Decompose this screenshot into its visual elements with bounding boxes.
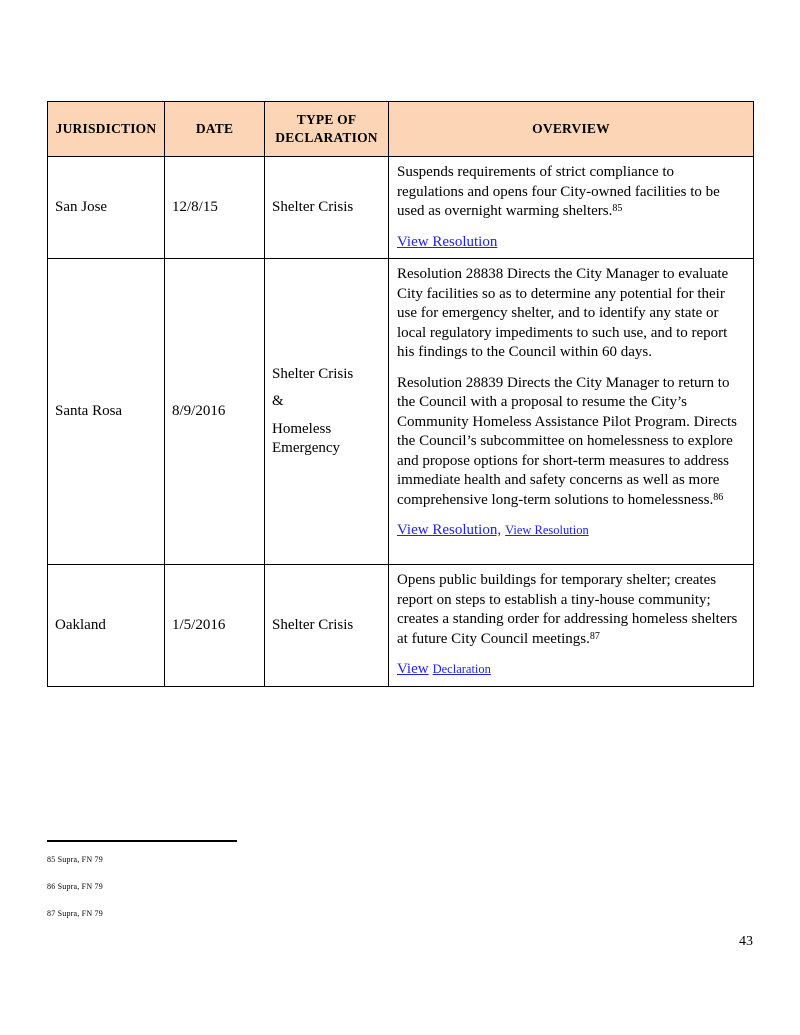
table-header-row [48,102,754,157]
date-cell: 8/9/2016 [165,259,265,565]
column-header-date: DATE [165,102,265,157]
link-line [397,233,744,253]
table-row-san-jose [48,157,754,259]
type-of-declaration-cell [265,565,389,687]
jurisdiction-cell: Oakland [48,565,165,687]
view-declaration-link[interactable]: View Declaration [397,661,491,677]
footnote-ref: 86 [713,491,724,503]
footnote: 86 Supra, FN 79 [47,882,103,891]
page-number: 43 [739,934,753,949]
declarations-table [47,101,754,687]
overview-paragraph: Resolution 28838 Directs the City Manager to evaluate City facilities so as to determine any potential for their use for emergency shelter, and to identify any state or local regulatory impediments to such use, and to report his findings to the Council within 60 days. [397,266,729,360]
column-header-type-of-declaration: TYPE OF DECLARATION [265,102,389,157]
view-resolution-link[interactable]: View Resolution, [397,522,502,538]
jurisdiction-cell: Santa Rosa [48,259,165,565]
footnote: 87 Supra, FN 79 [47,909,103,918]
jurisdiction-cell: San Jose [48,157,165,259]
overview-paragraph: Resolution 28839 Directs the City Manager to return to the Council with a proposal to resume the City’s Community Homeless Assistance Pilot Program. Directs the Council’s subcommittee on homelessness to explore and propose options for short-term measures to address immediate health and safety concerns as well as more comprehensive long-term solutions to homelessness.$^{86}$ [397,374,737,508]
column-header-overview: OVERVIEW [389,102,754,157]
footnote-ref: 85 [612,203,623,214]
link-line [397,521,744,541]
view-resolution-link[interactable]: View Resolution [397,233,498,250]
date-cell: 1/5/2016 [165,565,265,687]
overview-paragraph: Opens public buildings for temporary shelter; creates report on steps to establish a tiny-house community; creates a standing order for addressing homeless shelters at future City Council meetings.$^{87}$ [397,572,738,647]
type-line: Homeless Emergency [272,420,341,456]
date-cell: 12/8/15 [165,157,265,259]
overview-cell [389,259,754,565]
type-line: Shelter Crisis [272,365,354,382]
footnote-ref: 87 [589,630,600,642]
link-line [397,660,744,680]
view-resolution-link-2[interactable]: View Resolution [505,523,589,537]
table-row-santa-rosa [48,259,754,565]
type-line: Shelter Crisis [272,198,354,215]
type-line: Shelter Crisis [272,616,354,633]
column-header-jurisdiction: JURISDICTION [48,102,165,157]
table-row-oakland [48,565,754,687]
type-line: & [272,393,284,409]
type-of-declaration-cell [265,259,389,565]
footnote: 85 Supra, FN 79 [47,855,103,864]
overview-cell [389,157,754,259]
overview-cell [389,565,754,687]
overview-paragraph: Suspends requirements of strict compliance to regulations and opens four City-owned facilities to be used as overnight warming shelters.$^{85}$ [397,164,720,219]
footnote-separator [47,840,237,842]
type-of-declaration-cell [265,157,389,259]
